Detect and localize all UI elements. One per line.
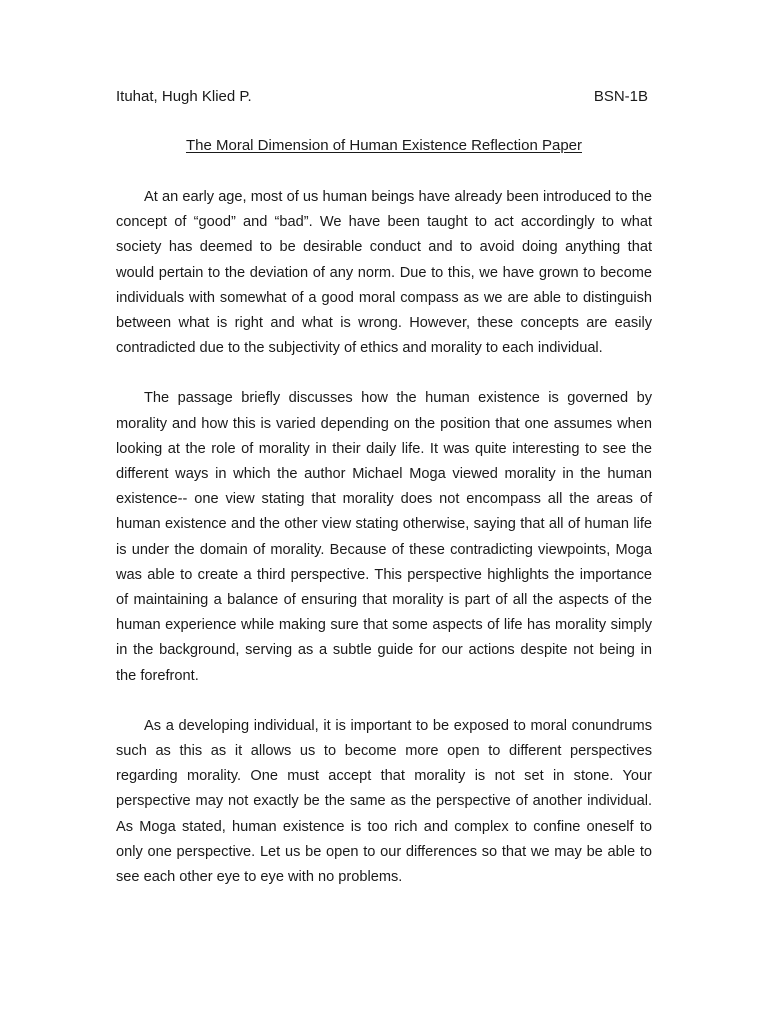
section-code: BSN-1B [593, 88, 648, 105]
paragraph-3: As a developing individual, it is important to be exposed to moral conundrums such as this as it allows us to become more open to different perspectives regarding morality. One must accept that morality is not set in stone. Your perspective may not exactly be the same as the perspective of another individual. As Moga stated, human existence is too rich and complex to confine oneself to only one perspective. Let us be open to our differences so that we may be able to see each other eye to eye with no problems. [116, 717, 652, 886]
document-title: The Moral Dimension of Human Existence Reflection Paper [185, 137, 582, 154]
paragraph-1: At an early age, most of us human beings have already been introduced to the concept of “good” and “bad”. We have been taught to act accordingly to what society has deemed to be desirable conduct and to avoid doing anything that would pertain to the deviation of any norm. Due to this, we have grown to become individuals with somewhat of a good moral compass as we are able to distinguish between what is right and what is wrong. However, these concepts are easily contradicted due to the subjectivity of ethics and morality to each individual. [116, 189, 652, 357]
author-name: Ituhat, Hugh Klied P. [116, 88, 252, 105]
document-body [116, 185, 652, 915]
paragraph-2: The passage briefly discusses how the human existence is governed by morality and how this is varied depending on the position that one assumes when looking at the role of morality in their daily life. It was quite interesting to see the different ways in which the author Michael Moga viewed morality in the human existence-- one view stating that morality does not encompass all the areas of human existence and the other view stating otherwise, saying that all of human life is under the domain of morality. Because of these contradicting viewpoints, Moga was able to create a third perspective. This perspective highlights the importance of maintaining a balance of ensuring that morality is part of all the aspects of the human experience while making sure that some aspects of life has morality simply in the background, serving as a subtle guide for our actions despite not being in the forefront. [116, 390, 652, 684]
